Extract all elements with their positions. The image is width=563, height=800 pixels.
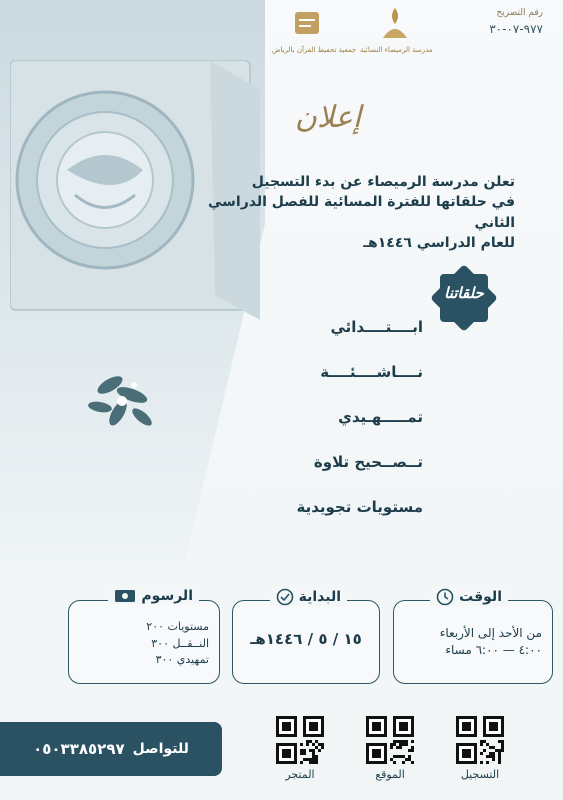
program-item: مستويات تجويدية: [296, 498, 423, 516]
program-item: نــــاشــــئــــة: [320, 363, 423, 381]
contact-bar[interactable]: [0, 722, 222, 776]
money-icon: [114, 588, 136, 604]
qr-register-label: التسجيل: [460, 768, 500, 781]
qr-site-label: الموقع: [375, 768, 405, 781]
fees-box: [68, 588, 220, 684]
start-box: [232, 589, 380, 684]
qr-code-icon[interactable]: [456, 716, 504, 764]
school-logo-icon: [375, 6, 415, 40]
time-hours: ٤:٠٠ — ٦:٠٠ مساء: [445, 643, 542, 658]
permit-label: رقم التصريح: [496, 8, 543, 18]
time-title: الوقت: [459, 589, 502, 605]
qr-site[interactable]: [362, 716, 418, 781]
start-title: البداية: [298, 589, 341, 605]
program-item: تمـــــهـيدي: [338, 408, 423, 426]
announcement-text: [185, 172, 515, 253]
society-logo-caption: جمعية تحفيظ القرآن بالرياض: [272, 46, 357, 54]
clock-icon: [436, 588, 454, 606]
program-list: [243, 318, 423, 543]
fee-line-2: النــقــل ٣٠٠: [151, 636, 209, 650]
school-logo: [360, 6, 433, 54]
qr-store[interactable]: [272, 716, 328, 781]
announcement-line-1: تعلن مدرسة الرميصاء عن بدء التسجيل: [251, 174, 515, 190]
time-days: من الأحد إلى الأربعاء: [439, 626, 542, 640]
qr-code-icon[interactable]: [276, 716, 324, 764]
contact-label: للتواصل: [132, 741, 189, 757]
permit-block: [489, 8, 543, 36]
contact-phone[interactable]: ٠٥٠٣٣٨٥٢٩٧: [33, 740, 125, 758]
program-item: ابــــتــــدائي: [330, 318, 423, 336]
school-logo-caption: مدرسة الرميصاء النسائية: [360, 46, 433, 54]
fee-line-3: تمهيدي ٣٠٠: [155, 653, 209, 666]
qr-register[interactable]: [452, 716, 508, 781]
fees-title: الرسوم: [141, 588, 193, 604]
program-item: تــصــحيح تلاوة: [313, 453, 423, 471]
announcement-line-2: في حلقاتها للفترة المسائية للفصل الدراسي الثاني: [207, 194, 515, 231]
announcement-title: إعلان: [294, 100, 362, 135]
flower-icon: [70, 355, 180, 455]
start-date: ١٥ / ٥ / ١٤٤٦هـ: [250, 630, 362, 648]
check-circle-icon: [276, 588, 294, 606]
qr-store-label: المتجر: [285, 768, 315, 781]
society-logo-icon: [287, 6, 327, 40]
badge-label: حلقاتنا: [444, 284, 484, 302]
halaqat-badge: [428, 262, 500, 334]
qr-code-icon[interactable]: [366, 716, 414, 764]
permit-number: ٩٧٧-٠٧-٣٠: [489, 22, 543, 36]
society-logo: [272, 6, 357, 54]
fee-line-1: مستويات ٢٠٠: [146, 620, 209, 633]
time-box: [393, 589, 553, 684]
announcement-line-3: للعام الدراسي ١٤٤٦هـ: [363, 234, 515, 251]
